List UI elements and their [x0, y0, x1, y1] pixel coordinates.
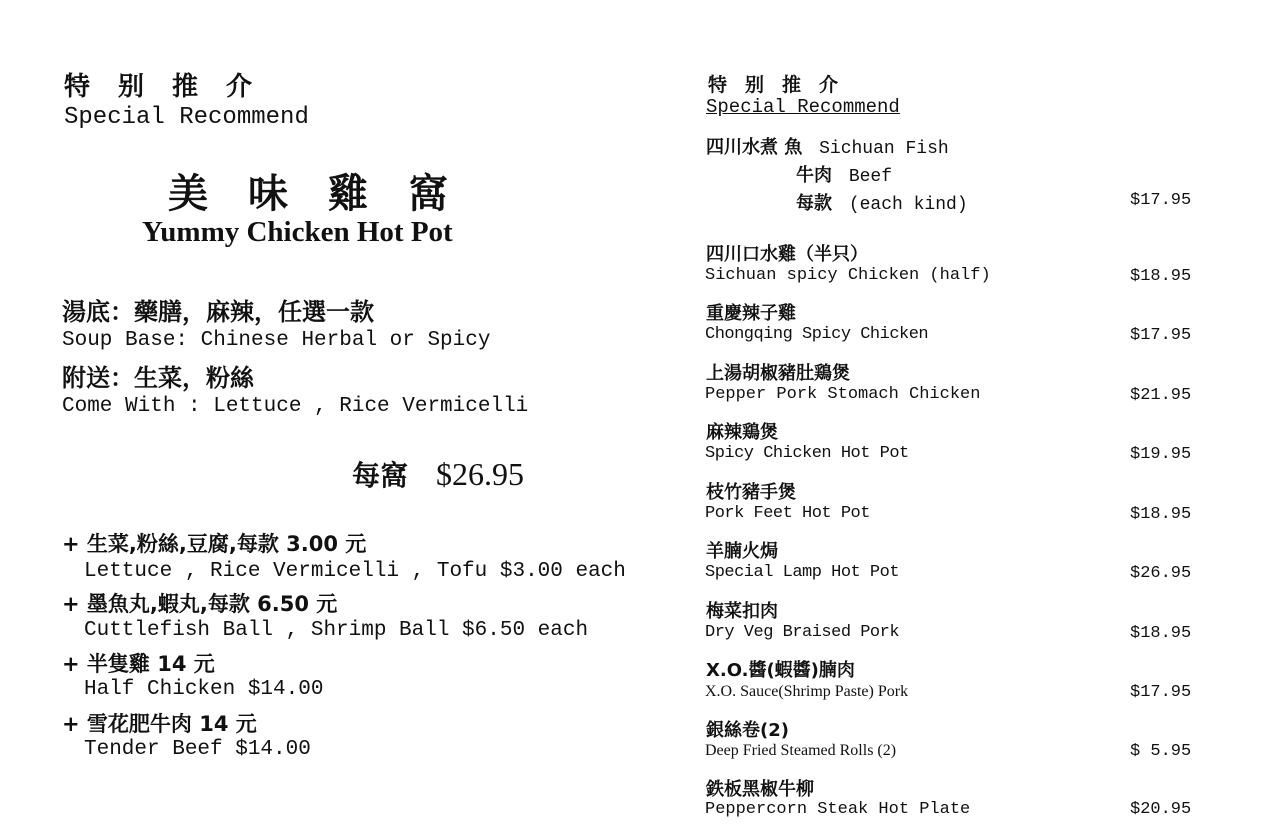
menu-item-chinese: 四川口水雞（半只） [706, 244, 868, 265]
menu-item-chinese: 牛肉 [796, 165, 832, 186]
hot-pot-price-value: $26.95 [436, 456, 525, 492]
menu-item-price: $18.95 [1130, 624, 1192, 643]
addon-english: Cuttlefish Ball , Shrimp Ball $6.50 each [84, 619, 589, 642]
menu-item-each-kind [796, 189, 968, 215]
menu-item-price: $21.95 [1130, 386, 1192, 405]
menu-item-english: Spicy Chicken Hot Pot [705, 444, 909, 463]
menu-item-chinese: 梅菜扣肉 [706, 601, 778, 622]
menu-item-chinese: 上湯胡椒豬肚鶏煲 [706, 363, 850, 384]
menu-item-english: Special Lamp Hot Pot [705, 563, 900, 582]
menu-item-english: X.O. Sauce(Shrimp Paste) Pork [705, 683, 909, 700]
menu-item-price: $17.95 [1130, 191, 1192, 210]
addon-chinese: + 雪花肥牛肉 14 元 [62, 712, 257, 736]
menu-item-price: $17.95 [1130, 683, 1192, 702]
menu-item-chinese: 鉄板黑椒牛柳 [706, 779, 814, 800]
menu-item-chinese: 重慶辣子雞 [706, 303, 796, 324]
menu-item-english: Peppercorn Steak Hot Plate [705, 800, 971, 819]
menu-item-english: Sichuan Fish [819, 139, 949, 159]
left-title-chinese: 特别推介 [64, 72, 281, 102]
menu-item-chinese: 每款 [796, 193, 832, 214]
menu-item-english: Beef [848, 167, 893, 187]
menu-item-chinese: 麻辣鶏煲 [706, 422, 778, 443]
menu-item-beef [796, 161, 892, 187]
soup-base-chinese: 湯底：藥膳，麻辣，任選一款 [62, 298, 374, 326]
addon-english: Half Chicken $14.00 [84, 678, 324, 701]
addon-chinese: + 半隻雞 14 元 [62, 652, 215, 676]
menu-item-english: Chongqing Spicy Chicken [705, 325, 929, 344]
addon-chinese: + 生菜,粉絲,豆腐,每款 3.00 元 [62, 532, 367, 556]
menu-item-price: $18.95 [1130, 505, 1192, 524]
left-title-english: Special Recommend [64, 104, 309, 131]
featured-dish-chinese: 美味雞窩 [168, 171, 488, 217]
menu-item-chinese: 銀絲卷(2) [706, 720, 789, 741]
menu-item-chinese: 枝竹豬手煲 [706, 482, 796, 503]
comes-with-chinese: 附送：生菜，粉絲 [62, 364, 254, 392]
menu-item-price: $26.95 [1130, 564, 1192, 583]
addon-english: Tender Beef $14.00 [84, 738, 311, 761]
menu-item-price: $18.95 [1130, 267, 1192, 286]
menu-item-price: $19.95 [1130, 445, 1192, 464]
menu-item-english: Sichuan spicy Chicken (half) [705, 266, 991, 285]
menu-item-chinese: 四川水煮 魚 [706, 137, 803, 158]
right-title-english: Special Recommend [706, 96, 900, 118]
featured-dish-english: Yummy Chicken Hot Pot [142, 216, 453, 248]
menu-item-english: (each kind) [848, 195, 968, 215]
right-title-chinese: 特别推介 [708, 74, 857, 96]
menu-item-english: Dry Veg Braised Pork [705, 623, 900, 642]
hot-pot-price [352, 454, 524, 494]
menu-item-price: $ 5.95 [1130, 742, 1192, 761]
menu-item-chinese: X.O.醬(蝦醬)腩肉 [706, 660, 855, 681]
menu-item-english: Pork Feet Hot Pot [705, 504, 870, 523]
menu-item-sichuan-fish [706, 133, 949, 159]
hot-pot-price-unit: 每窩 [352, 459, 409, 492]
comes-with-english: Come With : Lettuce , Rice Vermicelli [62, 395, 529, 418]
soup-base-english: Soup Base: Chinese Herbal or Spicy [62, 329, 491, 352]
addon-chinese: + 墨魚丸,蝦丸,每款 6.50 元 [62, 592, 338, 616]
menu-item-price: $20.95 [1130, 800, 1192, 819]
menu-item-english: Pepper Pork Stomach Chicken [705, 385, 981, 404]
menu-item-chinese: 羊腩火焗 [706, 541, 778, 562]
menu-item-english: Deep Fried Steamed Rolls (2) [705, 742, 897, 759]
menu-item-price: $17.95 [1130, 326, 1192, 345]
addon-english: Lettuce , Rice Vermicelli , Tofu $3.00 each [84, 560, 626, 583]
